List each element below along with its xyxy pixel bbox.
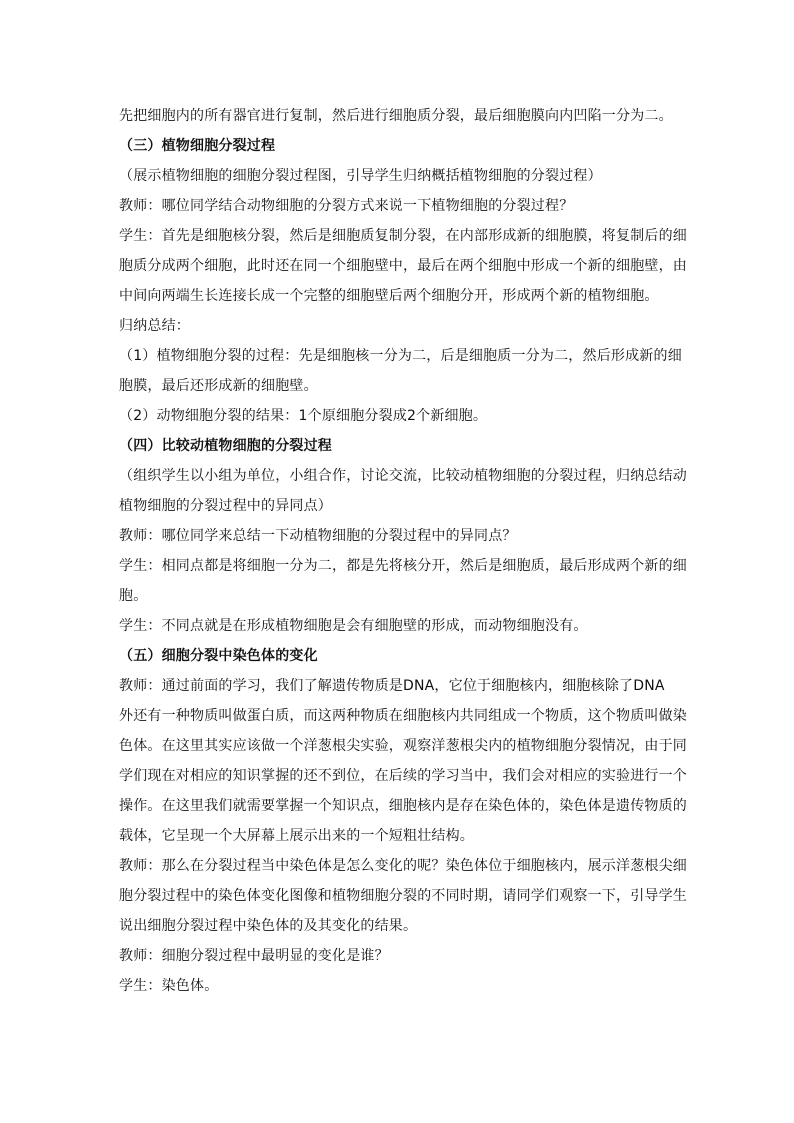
text-line: （展示植物细胞的细胞分裂过程图，引导学生归纳概括植物细胞的分裂过程）	[119, 168, 602, 184]
text-line: 外还有一种物质叫做蛋白质，而这两种物质在细胞核内共同组成一个物质，这个物质叫做染	[119, 708, 687, 724]
text-line: 教师：哪位同学结合动物细胞的分裂方式来说一下植物细胞的分裂过程？	[119, 198, 574, 214]
text-line: 胞。	[119, 588, 148, 604]
text-line: 说出细胞分裂过程中染色体的及其变化的结果。	[119, 918, 418, 934]
text-line: 胞质分成两个细胞，此时还在同一个细胞壁中，最后在两个细胞中形成一个新的细胞壁，由	[119, 258, 687, 274]
text-line: 学生：不同点就是在形成植物细胞是会有细胞壁的形成，而动物细胞没有。	[119, 618, 588, 634]
text-line: （1）植物细胞分裂的过程：先是细胞核一分为二，后是细胞质一分为二，然后形成新的细	[119, 348, 682, 364]
text-line: 植物细胞的分裂过程中的异同点）	[119, 498, 332, 514]
document-body	[119, 101, 687, 1001]
section-heading: （五）细胞分裂中染色体的变化	[119, 648, 318, 664]
text-line: 教师：通过前面的学习，我们了解遗传物质是DNA，它位于细胞核内，细胞核除了DNA	[119, 678, 665, 694]
text-line: 操作。在这里我们就需要掌握一个知识点，细胞核内是存在染色体的，染色体是遗传物质的	[119, 798, 687, 814]
text-line: 学生：相同点都是将细胞一分为二，都是先将核分开，然后是细胞质，最后形成两个新的细	[119, 558, 687, 574]
text-line: 胞分裂过程中的染色体变化图像和植物细胞分裂的不同时期，请同学们观察一下，引导学生	[119, 888, 687, 904]
text-line: 胞膜，最后还形成新的细胞壁。	[119, 378, 318, 394]
text-line: 教师：那么在分裂过程当中染色体是怎么变化的呢？染色体位于细胞核内，展示洋葱根尖细	[119, 858, 687, 874]
text-line: 色体。在这里其实应该做一个洋葱根尖实验，观察洋葱根尖内的植物细胞分裂情况，由于同	[119, 738, 687, 754]
text-line: 载体，它呈现一个大屏幕上展示出来的一个短粗壮结构。	[119, 828, 474, 844]
text-line: 教师：细胞分裂过程中最明显的变化是谁？	[119, 948, 389, 964]
text-line: 教师：哪位同学来总结一下动植物细胞的分裂过程中的异同点？	[119, 528, 517, 544]
text-line: 归纳总结：	[119, 318, 190, 334]
text-line: 学们现在对相应的知识掌握的还不到位，在后续的学习当中，我们会对相应的实验进行一个	[119, 768, 687, 784]
text-line: （组织学生以小组为单位，小组合作，讨论交流，比较动植物细胞的分裂过程，归纳总结动	[119, 468, 687, 484]
section-heading: （四）比较动植物细胞的分裂过程	[119, 438, 332, 454]
text-line: 中间向两端生长连接长成一个完整的细胞壁后两个细胞分开，形成两个新的植物细胞。	[119, 288, 659, 304]
section-heading: （三）植物细胞分裂过程	[119, 138, 276, 154]
text-line: 先把细胞内的所有器官进行复制，然后进行细胞质分裂，最后细胞膜向内凹陷一分为二。	[119, 108, 673, 124]
text-line: （2）动物细胞分裂的结果：1个原细胞分裂成2个新细胞。	[119, 408, 488, 424]
text-line: 学生：染色体。	[119, 978, 219, 994]
text-line: 学生：首先是细胞核分裂，然后是细胞质复制分裂，在内部形成新的细胞膜，将复制后的细	[119, 228, 687, 244]
